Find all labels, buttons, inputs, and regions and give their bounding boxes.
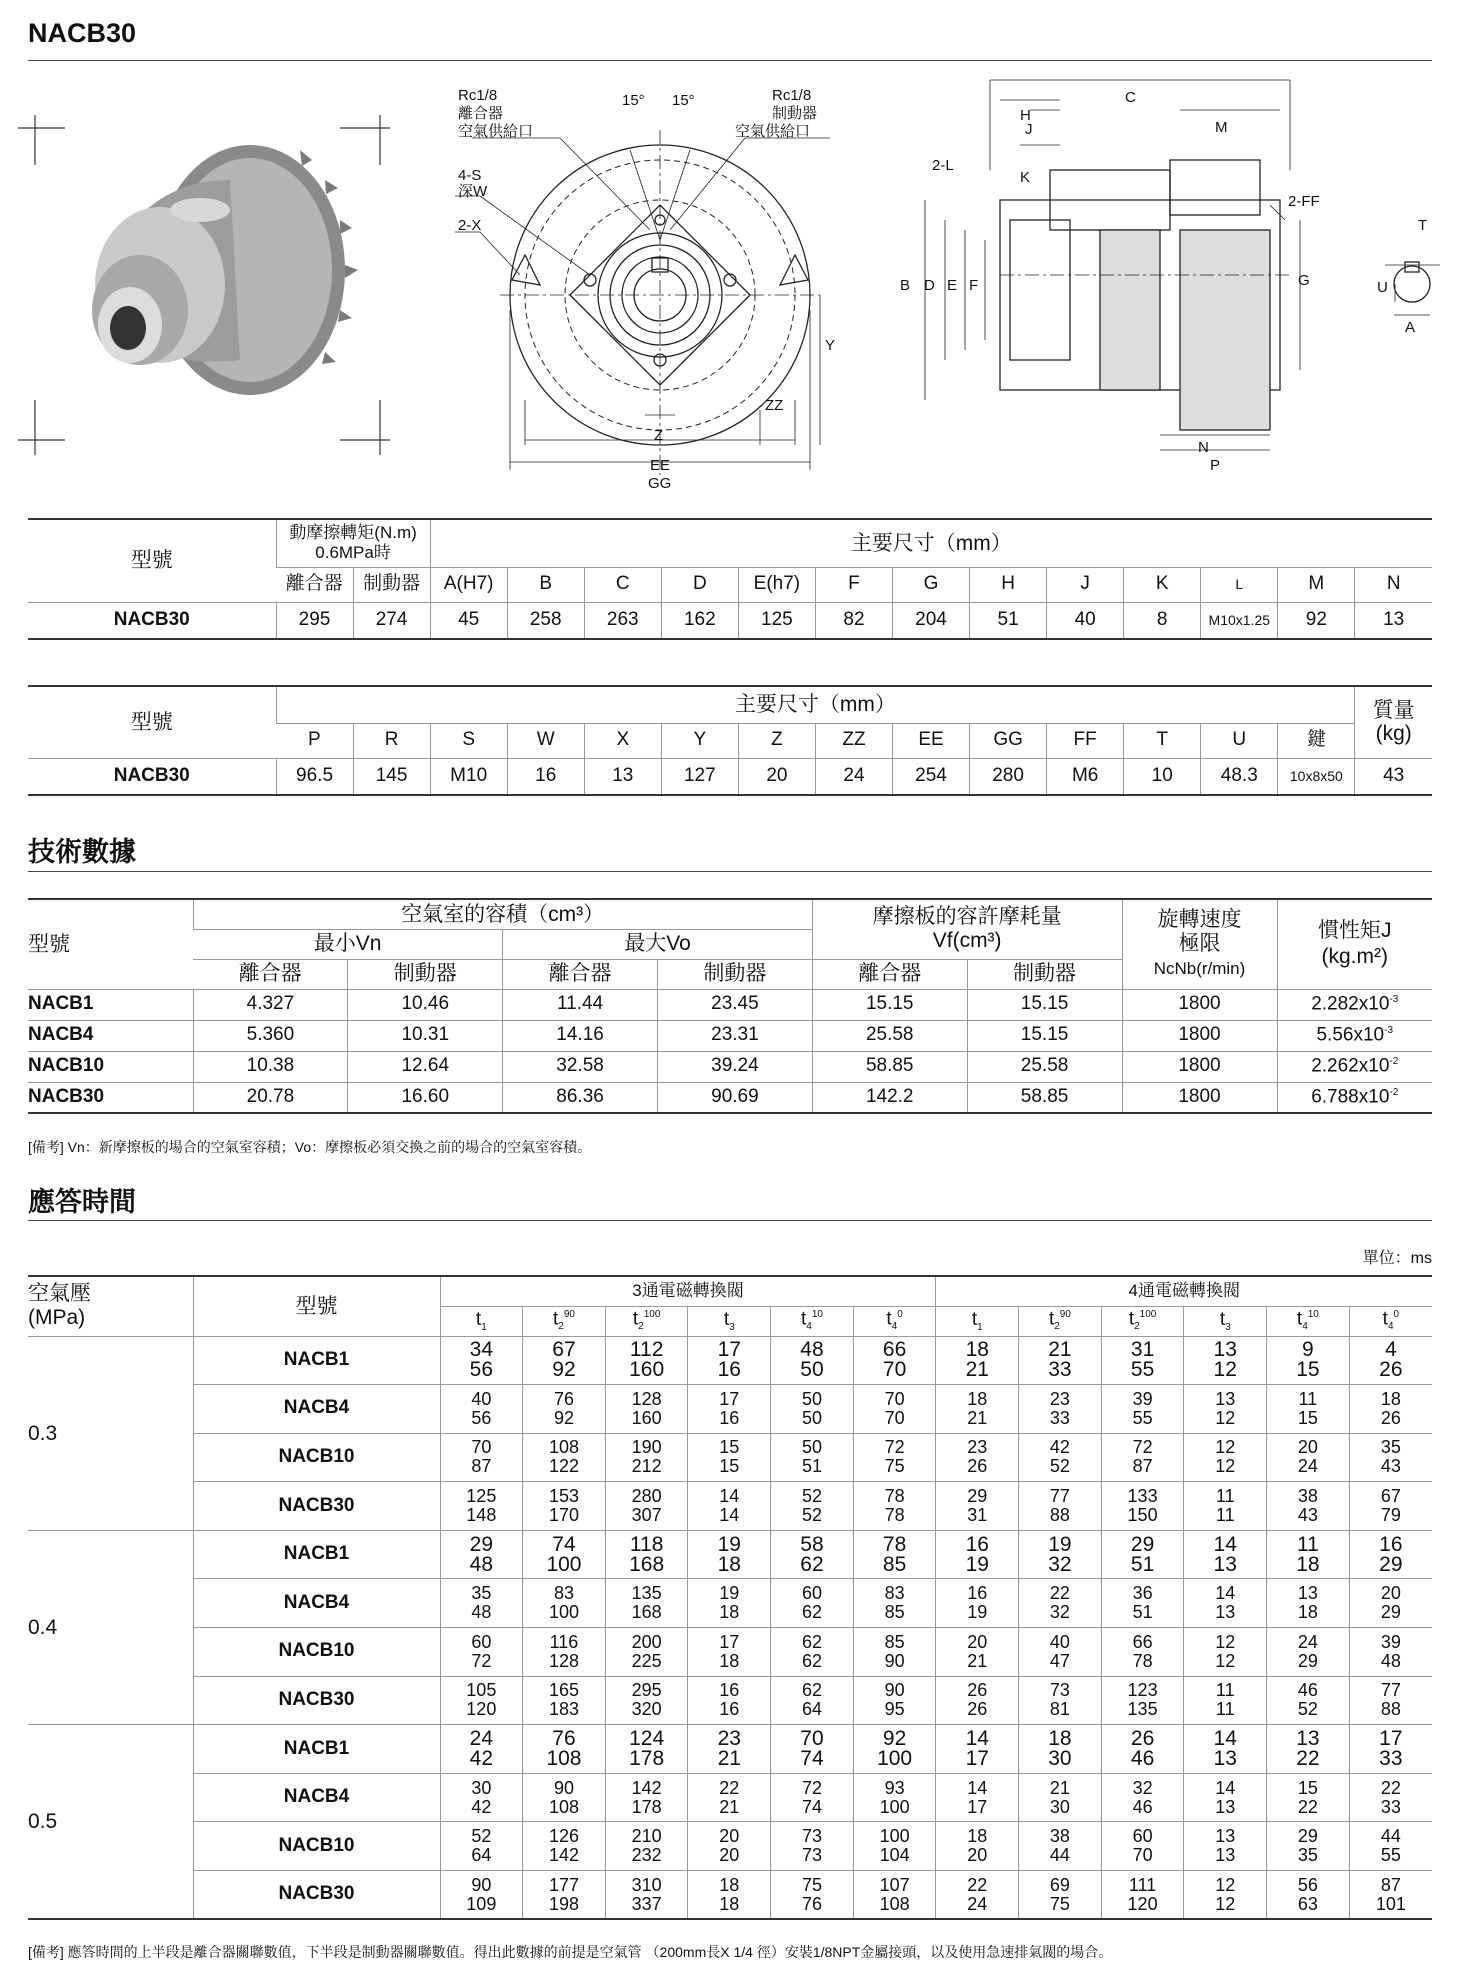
time-cell: 11 11 bbox=[1184, 1482, 1267, 1531]
time-cell: 26 26 bbox=[936, 1676, 1019, 1725]
time-cell: 46 52 bbox=[1267, 1676, 1350, 1725]
time-cell: 21 33 bbox=[1019, 1336, 1102, 1385]
time-cell: 23 26 bbox=[936, 1433, 1019, 1482]
label-g: G bbox=[1298, 272, 1310, 289]
time-cell: 18 21 bbox=[936, 1336, 1019, 1385]
time-cell: 35 43 bbox=[1349, 1433, 1432, 1482]
time-cell: 126 142 bbox=[523, 1822, 606, 1871]
pressure-cell: 0.4 bbox=[28, 1530, 193, 1724]
response-table bbox=[28, 1275, 1432, 1920]
time-cell: 90 95 bbox=[853, 1676, 936, 1725]
time-cell: 18 26 bbox=[1349, 1385, 1432, 1434]
label-h: H bbox=[1020, 107, 1031, 124]
label-a: A bbox=[1405, 319, 1416, 336]
time-cell: 13 12 bbox=[1184, 1385, 1267, 1434]
table-row bbox=[28, 1385, 1432, 1434]
col-header: L bbox=[1201, 567, 1278, 602]
time-cell: 190 212 bbox=[605, 1433, 688, 1482]
model-header: 型號 bbox=[28, 519, 276, 602]
tech-note: [備考] Vn：新摩擦板的場合的空氣室容積；Vo：摩擦板必須交換之前的場合的空氣室容積。 bbox=[28, 1139, 592, 1155]
col-header: J bbox=[1047, 567, 1124, 602]
label-e: E bbox=[947, 277, 958, 294]
time-cell: 44 55 bbox=[1349, 1822, 1432, 1871]
time-cell: 20 21 bbox=[936, 1628, 1019, 1677]
time-cell: 133 150 bbox=[1101, 1482, 1184, 1531]
col-header: K bbox=[1124, 567, 1201, 602]
time-cell: 11 18 bbox=[1267, 1530, 1350, 1579]
time-cell: 13 18 bbox=[1267, 1579, 1350, 1628]
time-cell: 123 135 bbox=[1101, 1676, 1184, 1725]
time-cell: 108 122 bbox=[523, 1433, 606, 1482]
pressure-cell: 0.5 bbox=[28, 1725, 193, 1919]
time-cell: 60 70 bbox=[1101, 1822, 1184, 1871]
time-cell: 62 64 bbox=[771, 1676, 854, 1725]
col-header: GG bbox=[970, 723, 1047, 758]
time-cell: 14 17 bbox=[936, 1773, 1019, 1822]
time-cell: 50 51 bbox=[771, 1433, 854, 1482]
time-cell: 135 168 bbox=[605, 1579, 688, 1628]
model-cell: NACB10 bbox=[193, 1628, 440, 1677]
time-cell: 16 16 bbox=[688, 1676, 771, 1725]
time-cell: 19 32 bbox=[1019, 1530, 1102, 1579]
time-cell: 66 70 bbox=[853, 1336, 936, 1385]
model-cell: NACB10 bbox=[193, 1433, 440, 1482]
time-cell: 42 52 bbox=[1019, 1433, 1102, 1482]
time-cell: 18 18 bbox=[688, 1871, 771, 1920]
time-cell: 177 198 bbox=[523, 1871, 606, 1920]
label-z: Z bbox=[654, 427, 664, 444]
time-cell: 90 108 bbox=[523, 1773, 606, 1822]
clutch-photo bbox=[92, 145, 358, 395]
time-cell: 62 62 bbox=[771, 1628, 854, 1677]
time-cell: 93 100 bbox=[853, 1773, 936, 1822]
label-l: 2-L bbox=[932, 157, 954, 174]
model-cell: NACB4 bbox=[193, 1773, 440, 1822]
time-cell: 15 22 bbox=[1267, 1773, 1350, 1822]
label-depth: 深W bbox=[458, 183, 488, 200]
label-k: K bbox=[1020, 169, 1031, 186]
time-cell: 34 56 bbox=[440, 1336, 523, 1385]
time-cell: 21 30 bbox=[1019, 1773, 1102, 1822]
time-cell: 77 88 bbox=[1349, 1676, 1432, 1725]
table-row bbox=[28, 1433, 1432, 1482]
label-y: Y bbox=[825, 337, 836, 354]
label-p: P bbox=[1210, 457, 1221, 474]
time-cell: 4 26 bbox=[1349, 1336, 1432, 1385]
col-header: M bbox=[1278, 567, 1355, 602]
time-cell: 200 225 bbox=[605, 1628, 688, 1677]
time-cell: 83 100 bbox=[523, 1579, 606, 1628]
time-cell: 124 178 bbox=[605, 1725, 688, 1774]
unit-label: 單位：ms bbox=[1362, 1250, 1432, 1267]
time-cell: 23 21 bbox=[688, 1725, 771, 1774]
time-cell: 14 17 bbox=[936, 1725, 1019, 1774]
label-d: D bbox=[924, 277, 935, 294]
col-header: N bbox=[1355, 567, 1432, 602]
section-rule bbox=[28, 1220, 1432, 1221]
time-cell: 76 108 bbox=[523, 1725, 606, 1774]
time-cell: 50 50 bbox=[771, 1385, 854, 1434]
time-cell: 87 101 bbox=[1349, 1871, 1432, 1920]
dimension-table-2 bbox=[28, 685, 1432, 796]
time-cell: 112 160 bbox=[605, 1336, 688, 1385]
col-header: D bbox=[661, 567, 738, 602]
time-cell: 17 18 bbox=[688, 1628, 771, 1677]
time-cell: 16 19 bbox=[936, 1530, 1019, 1579]
time-cell: 85 90 bbox=[853, 1628, 936, 1677]
time-cell: 29 35 bbox=[1267, 1822, 1350, 1871]
time-cell: 29 51 bbox=[1101, 1530, 1184, 1579]
front-view bbox=[455, 130, 830, 475]
time-cell: 22 33 bbox=[1349, 1773, 1432, 1822]
time-cell: 23 33 bbox=[1019, 1385, 1102, 1434]
pressure-cell: 0.3 bbox=[28, 1336, 193, 1530]
time-cell: 153 170 bbox=[523, 1482, 606, 1531]
time-cell: 18 20 bbox=[936, 1822, 1019, 1871]
col-header: W bbox=[507, 723, 584, 758]
time-cell: 14 13 bbox=[1184, 1530, 1267, 1579]
label-u: U bbox=[1377, 279, 1388, 296]
model-cell: NACB1 bbox=[193, 1725, 440, 1774]
time-cell: 40 47 bbox=[1019, 1628, 1102, 1677]
time-cell: 14 14 bbox=[688, 1482, 771, 1531]
table-row: NACB30 20.78 16.60 86.36 90.69 142.2 58.85 1800 $6.788x10^{-2}$ bbox=[28, 1082, 1432, 1113]
label-zz: ZZ bbox=[765, 397, 784, 414]
time-cell: 72 74 bbox=[771, 1773, 854, 1822]
col-header: T bbox=[1124, 723, 1201, 758]
time-cell: 295 320 bbox=[605, 1676, 688, 1725]
col-header: 離合器 bbox=[276, 567, 353, 602]
time-cell: 142 178 bbox=[605, 1773, 688, 1822]
time-cell: 36 51 bbox=[1101, 1579, 1184, 1628]
inertia-header: 慣性矩J (kg.m²) bbox=[1277, 899, 1432, 989]
model-header: 型號 bbox=[28, 686, 276, 758]
time-cell: 13 22 bbox=[1267, 1725, 1350, 1774]
time-cell: 310 337 bbox=[605, 1871, 688, 1920]
time-cell: 12 12 bbox=[1184, 1433, 1267, 1482]
time-cell: 92 100 bbox=[853, 1725, 936, 1774]
model-cell: NACB1 bbox=[193, 1336, 440, 1385]
max-header: 最大Vo bbox=[503, 929, 813, 959]
model-cell: NACB4 bbox=[193, 1385, 440, 1434]
section-title-response: 應答時間 bbox=[28, 1187, 136, 1217]
time-cell: 210 232 bbox=[605, 1822, 688, 1871]
col-header: G bbox=[893, 567, 970, 602]
speed-header: 旋轉速度 極限 NcNb(r/min) bbox=[1122, 899, 1277, 989]
time-cell: 67 92 bbox=[523, 1336, 606, 1385]
time-cell: 18 30 bbox=[1019, 1725, 1102, 1774]
time-cell: 39 55 bbox=[1101, 1385, 1184, 1434]
time-cell: 30 42 bbox=[440, 1773, 523, 1822]
col-header: FF bbox=[1047, 723, 1124, 758]
time-cell: 52 64 bbox=[440, 1822, 523, 1871]
time-cell: 72 87 bbox=[1101, 1433, 1184, 1482]
time-cell: 22 24 bbox=[936, 1871, 1019, 1920]
valve4-header: 4通電磁轉換閥 bbox=[936, 1276, 1432, 1306]
table-row: NACB10 10.38 12.64 32.58 39.24 58.85 25.58 1800 $2.262x10^{-2}$ bbox=[28, 1051, 1432, 1082]
table-row bbox=[28, 1579, 1432, 1628]
label-gg: GG bbox=[648, 475, 672, 492]
time-cell: 35 48 bbox=[440, 1579, 523, 1628]
time-cell: 14 13 bbox=[1184, 1725, 1267, 1774]
time-cell: 105 120 bbox=[440, 1676, 523, 1725]
time-cell: 125 148 bbox=[440, 1482, 523, 1531]
time-cell: 60 62 bbox=[771, 1579, 854, 1628]
label-clutch: 離合器 bbox=[458, 105, 504, 122]
time-cell: 18 21 bbox=[936, 1385, 1019, 1434]
time-cell: 58 62 bbox=[771, 1530, 854, 1579]
model-cell: NACB1 bbox=[193, 1530, 440, 1579]
time-cell: 75 76 bbox=[771, 1871, 854, 1920]
time-cell: 69 75 bbox=[1019, 1871, 1102, 1920]
table-row bbox=[28, 1530, 1432, 1579]
time-cell: 13 12 bbox=[1184, 1336, 1267, 1385]
time-cell: 40 56 bbox=[440, 1385, 523, 1434]
model-header: 型號 bbox=[28, 899, 193, 989]
time-cell: 32 46 bbox=[1101, 1773, 1184, 1822]
col-header: A(H7) bbox=[430, 567, 507, 602]
time-cell: 116 128 bbox=[523, 1628, 606, 1677]
model-cell: NACB30 bbox=[193, 1482, 440, 1531]
time-cell: 20 29 bbox=[1349, 1579, 1432, 1628]
label-rc-right: Rc1/8 bbox=[772, 87, 812, 104]
label-clutch-port: 空氣供給口 bbox=[458, 123, 534, 140]
label-angle-right: 15° bbox=[672, 92, 695, 109]
pressure-header: 空氣壓 (MPa) bbox=[28, 1276, 193, 1336]
torque-header: 動摩擦轉矩(N.m) 0.6MPa時 bbox=[276, 519, 430, 567]
table-row: NACB30 96.5 145 M10 16 13 127 20 24 254 280 M6 10 48.3 10x8x50 43 bbox=[28, 758, 1432, 795]
time-cell: 56 63 bbox=[1267, 1871, 1350, 1920]
time-cell: 73 81 bbox=[1019, 1676, 1102, 1725]
time-cell: 19 18 bbox=[688, 1530, 771, 1579]
main-dim-header: 主要尺寸（mm） bbox=[430, 519, 1432, 567]
time-cell: 165 183 bbox=[523, 1676, 606, 1725]
time-cell: 72 75 bbox=[853, 1433, 936, 1482]
label-ff: 2-FF bbox=[1288, 193, 1320, 210]
section-rule bbox=[28, 871, 1432, 872]
table-row bbox=[28, 1871, 1432, 1920]
time-cell: 76 92 bbox=[523, 1385, 606, 1434]
time-cell: 60 72 bbox=[440, 1628, 523, 1677]
time-cell: 12 12 bbox=[1184, 1871, 1267, 1920]
time-cell: 22 32 bbox=[1019, 1579, 1102, 1628]
table-row bbox=[28, 1725, 1432, 1774]
table-row bbox=[28, 1628, 1432, 1677]
time-cell: 107 108 bbox=[853, 1871, 936, 1920]
valve3-header: 3通電磁轉換閥 bbox=[440, 1276, 936, 1306]
section-title-tech: 技術數據 bbox=[28, 837, 136, 867]
time-cell: 15 15 bbox=[688, 1433, 771, 1482]
label-brake: 制動器 bbox=[772, 105, 818, 122]
time-cell: 31 55 bbox=[1101, 1336, 1184, 1385]
time-cell: 29 31 bbox=[936, 1482, 1019, 1531]
model-cell: NACB4 bbox=[193, 1579, 440, 1628]
label-t: T bbox=[1418, 217, 1428, 234]
time-cell: 66 78 bbox=[1101, 1628, 1184, 1677]
time-cell: 24 29 bbox=[1267, 1628, 1350, 1677]
label-x: 2-X bbox=[458, 217, 482, 234]
time-cell: 78 85 bbox=[853, 1530, 936, 1579]
label-n: N bbox=[1198, 439, 1209, 456]
table-row bbox=[28, 1482, 1432, 1531]
table-row: NACB1 4.327 10.46 11.44 23.45 15.15 15.15 1800 $2.282x10^{-3}$ bbox=[28, 989, 1432, 1020]
time-cell: 77 88 bbox=[1019, 1482, 1102, 1531]
col-header: 鍵 bbox=[1278, 723, 1355, 758]
time-cell: 17 16 bbox=[688, 1336, 771, 1385]
time-cell: 74 100 bbox=[523, 1530, 606, 1579]
label-f: F bbox=[969, 277, 979, 294]
label-b: B bbox=[900, 277, 911, 294]
time-cell: 111 120 bbox=[1101, 1871, 1184, 1920]
label-c: C bbox=[1125, 89, 1136, 106]
time-cell: 14 13 bbox=[1184, 1773, 1267, 1822]
col-header: Z bbox=[738, 723, 815, 758]
time-cell: 29 48 bbox=[440, 1530, 523, 1579]
time-cell: 14 13 bbox=[1184, 1579, 1267, 1628]
time-cell: 128 160 bbox=[605, 1385, 688, 1434]
side-view bbox=[925, 80, 1440, 450]
model-header: 型號 bbox=[193, 1276, 440, 1336]
time-cell: 26 46 bbox=[1101, 1725, 1184, 1774]
response-note: [備考] 應答時間的上半段是離合器關聯數值，下半段是制動器關聯數值。得出此數據的前提是空氣管 （200mm長X 1/4 徑）安裝1/8NPT金屬接頭，以及使用急速排氣閥的場合。 bbox=[28, 1944, 1113, 1960]
col-header: S bbox=[430, 723, 507, 758]
time-cell: 9 15 bbox=[1267, 1336, 1350, 1385]
label-s: 4-S bbox=[458, 167, 482, 184]
product-drawings bbox=[0, 70, 1460, 510]
time-cell: 38 43 bbox=[1267, 1482, 1350, 1531]
model-cell: NACB30 bbox=[193, 1871, 440, 1920]
label-rc-left: Rc1/8 bbox=[458, 87, 498, 104]
time-cell: 70 74 bbox=[771, 1725, 854, 1774]
col-header: Y bbox=[661, 723, 738, 758]
time-cell: 70 87 bbox=[440, 1433, 523, 1482]
col-header: E(h7) bbox=[738, 567, 815, 602]
table-row bbox=[28, 1336, 1432, 1385]
time-cell: 78 78 bbox=[853, 1482, 936, 1531]
table-row: NACB4 5.360 10.31 14.16 23.31 25.58 15.15 1800 $5.56x10^{-3}$ bbox=[28, 1020, 1432, 1051]
time-cell: 24 42 bbox=[440, 1725, 523, 1774]
time-cell: 11 11 bbox=[1184, 1676, 1267, 1725]
time-cell: 11 15 bbox=[1267, 1385, 1350, 1434]
title-rule bbox=[28, 60, 1432, 61]
col-header: EE bbox=[893, 723, 970, 758]
time-cell: 20 20 bbox=[688, 1822, 771, 1871]
label-m: M bbox=[1215, 119, 1228, 136]
table-row bbox=[28, 1822, 1432, 1871]
table-row bbox=[28, 1773, 1432, 1822]
col-header: ZZ bbox=[815, 723, 892, 758]
col-header: H bbox=[970, 567, 1047, 602]
time-cell: 16 29 bbox=[1349, 1530, 1432, 1579]
time-cell: 17 33 bbox=[1349, 1725, 1432, 1774]
main-dim-header: 主要尺寸（mm） bbox=[276, 686, 1355, 723]
col-header: X bbox=[584, 723, 661, 758]
model-cell: NACB10 bbox=[193, 1822, 440, 1871]
time-cell: 52 52 bbox=[771, 1482, 854, 1531]
time-cell: 19 18 bbox=[688, 1579, 771, 1628]
dimension-table-1 bbox=[28, 518, 1432, 640]
time-cell: 20 24 bbox=[1267, 1433, 1350, 1482]
col-header: B bbox=[507, 567, 584, 602]
time-cell: 90 109 bbox=[440, 1871, 523, 1920]
min-header: 最小Vn bbox=[193, 929, 503, 959]
table-row bbox=[28, 1676, 1432, 1725]
time-cell: 16 19 bbox=[936, 1579, 1019, 1628]
mass-header: 質量 (kg) bbox=[1355, 686, 1432, 758]
time-cell: 38 44 bbox=[1019, 1822, 1102, 1871]
col-header: P bbox=[276, 723, 353, 758]
label-brake-port: 空氣供給口 bbox=[735, 123, 811, 140]
col-header: F bbox=[815, 567, 892, 602]
time-cell: 70 70 bbox=[853, 1385, 936, 1434]
time-cell: 39 48 bbox=[1349, 1628, 1432, 1677]
time-cell: 67 79 bbox=[1349, 1482, 1432, 1531]
col-header: R bbox=[353, 723, 430, 758]
time-cell: 17 16 bbox=[688, 1385, 771, 1434]
page-title: NACB30 bbox=[28, 18, 137, 48]
col-header: 制動器 bbox=[353, 567, 430, 602]
time-cell: 100 104 bbox=[853, 1822, 936, 1871]
col-header: U bbox=[1201, 723, 1278, 758]
model-cell: NACB30 bbox=[193, 1676, 440, 1725]
time-cell: 48 50 bbox=[771, 1336, 854, 1385]
time-cell: 13 13 bbox=[1184, 1822, 1267, 1871]
time-cell: 22 21 bbox=[688, 1773, 771, 1822]
label-j: J bbox=[1025, 121, 1033, 138]
tech-sub-headers: 離合器 制動器 離合器 制動器 離合器 制動器 bbox=[28, 959, 1432, 989]
time-cell: 118 168 bbox=[605, 1530, 688, 1579]
col-header: C bbox=[584, 567, 661, 602]
tech-table bbox=[28, 898, 1432, 1114]
label-ee: EE bbox=[650, 457, 671, 474]
wear-header: 摩擦板的容許摩耗量 Vf(cm³) bbox=[812, 899, 1122, 959]
volume-header: 空氣室的容積（cm³） bbox=[193, 899, 812, 929]
time-cell: 73 73 bbox=[771, 1822, 854, 1871]
table-row: NACB30 295 274 45 258 263 162 125 82 204 51 40 8 M10x1.25 92 13 bbox=[28, 602, 1432, 639]
time-cell: 280 307 bbox=[605, 1482, 688, 1531]
time-cell: 83 85 bbox=[853, 1579, 936, 1628]
time-cell: 12 12 bbox=[1184, 1628, 1267, 1677]
label-angle-left: 15° bbox=[622, 92, 645, 109]
time-col-headers: $t_1$ $t_2^{90}$ $t_2^{100}$ $t_3$ $t_4^{10}$ $t_4^0$ $t_1$ $t_2^{90}$ $t_2^{100}$ $t_3$ $t_4^{10}$ $t_4^0$ bbox=[28, 1306, 1432, 1336]
